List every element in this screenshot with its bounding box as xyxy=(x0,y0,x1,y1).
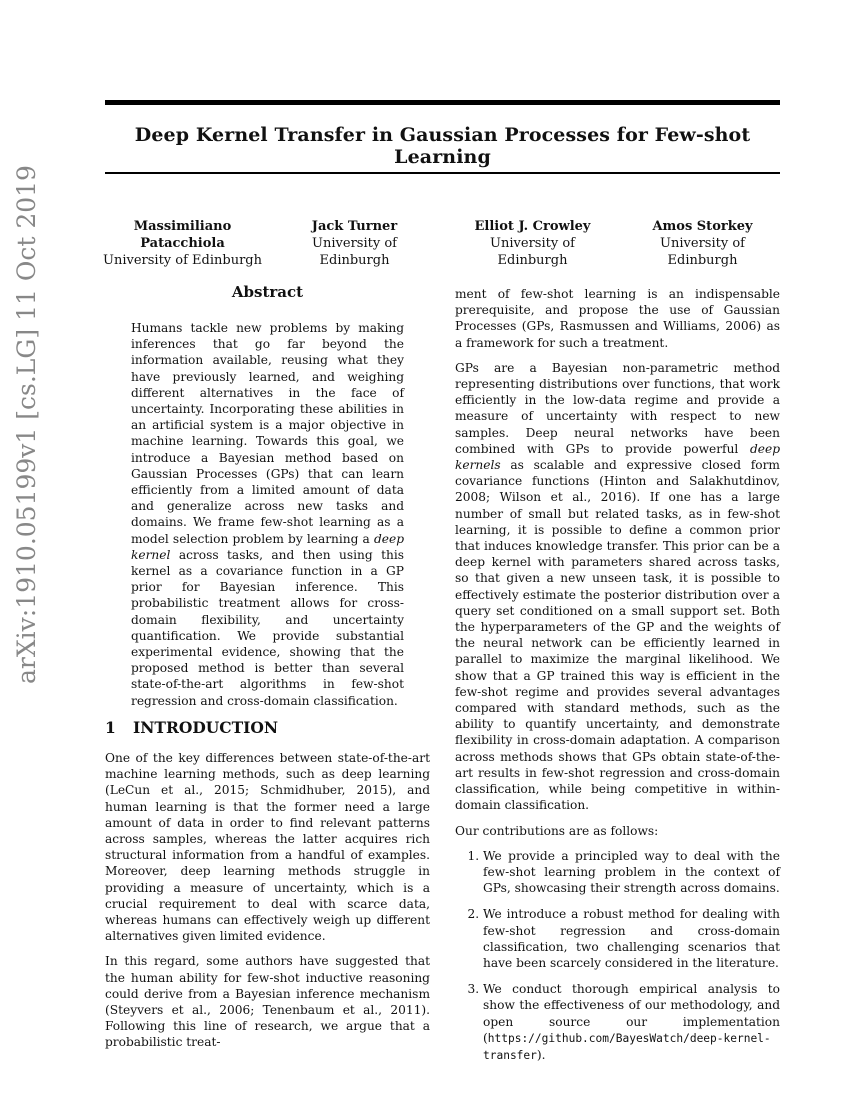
section-title: INTRODUCTION xyxy=(133,718,279,737)
abstract-text: across tasks, and then using this kernel as a covariance function in a GP prior for Bayesian inference. This probabilistic treatment allows for cross-domain flexibility, and uncertainty quantification. We provide substantial experimental evidence, showing that the proposed method is better than several state-of-the-art algorithms in few-shot regression and cross-domain classification. xyxy=(131,547,404,708)
author-affiliation: University of Edinburgh xyxy=(490,236,575,268)
paragraph: One of the key differences between state-of-the-art machine learning methods, such as deep learning (LeCun et al., 2015; Schmidhuber, 2015), and human learning is that the former need a large amount of data in order to find relevant patterns across samples, whereas the latter acquires rich structural information from a handful of examples. Moreover, deep learning methods struggle in providing a measure of uncertainty, which is a crucial requirement to deal with scarce data, whereas humans can effectively weigh up different alternatives given limited evidence. xyxy=(105,751,430,944)
section-number: 1 xyxy=(105,718,116,737)
author-block xyxy=(282,218,427,269)
paragraph: Our contributions are as follows: xyxy=(455,823,659,838)
section-heading-introduction xyxy=(105,718,278,737)
title-top-rule xyxy=(105,100,780,105)
abstract-text: Humans tackle new problems by making inferences that go far beyond the information available, reusing what they have previously learned, and weighing different alternatives in the face of uncertainty. Incorporating these abilities in an artificial system is a major objective in machine learning. Towards this goal, we introduce a Bayesian method based on Gaussian Processes (GPs) that can learn efficiently from a limited amount of data and generalize across new tasks and domains. We frame few-shot learning as a model selection problem by learning a xyxy=(131,321,404,546)
list-item: 2. We introduce a robust method for dealing with few-shot regression and cross-domain classification, two challenging scenarios that have been scarcely considered in the literature. xyxy=(483,906,780,971)
paragraph: ment of few-shot learning is an indispensable prerequisite, and propose the use of Gaussian Processes (GPs, Rasmussen and Williams, 2006) as a framework for such a treatment. xyxy=(455,287,780,350)
author-affiliation: University of Edinburgh xyxy=(103,253,262,268)
paper-title: Deep Kernel Transfer in Gaussian Processes for Few-shot Learning xyxy=(134,124,751,168)
paragraph-text: GPs are a Bayesian non-parametric method representing distributions over functions, that work efficiently in the low-data regime and provide a measure of uncertainty with respect to new samples. Deep neural networks have been combined with GPs to provide powerful xyxy=(455,360,780,456)
author-block xyxy=(460,218,605,269)
author-block xyxy=(90,218,275,269)
right-column-body xyxy=(455,286,780,1074)
paragraph-emphasis: deep kernels xyxy=(455,441,780,473)
github-link[interactable]: https://github.com/BayesWatch/deep-kernel-transfer xyxy=(483,1031,771,1062)
list-item-text: ). xyxy=(536,1047,546,1062)
paragraph-text: as scalable and expressive closed form covariance functions (Hinton and Salakhutdinov, 2008; Wilson et al., 2016). If one has a large number of small but related tasks, as in few-shot learning, it is possible to define a common prior that induces knowledge transfer. This prior can be a deep kernel with parameters shared across tasks, so that given a new unseen task, it is possible to effectively estimate the posterior distribution over a query set conditioned on a small support set. Both the hyperparameters of the GP and the weights of the neural network can be efficiently learned in parallel to maximize the marginal likelihood. We show that a GP trained this way is efficient in the few-shot regime and provides several advantages compared with standard methods, such as the ability to quantify uncertainty, and demonstrate flexibility in cross-domain adaptation. A comparison across methods shows that GPs obtain state-of-the-art results in few-shot regression and cross-domain classification, while being competitive in within-domain classification. xyxy=(455,458,780,813)
abstract-emphasis: deep kernel xyxy=(131,531,404,562)
list-item-text: We conduct thorough empirical analysis to show the effectiveness of our methodology, and open source our implementation ( xyxy=(483,982,780,1045)
abstract-heading: Abstract xyxy=(231,283,304,301)
author-name: Massimiliano Patacchiola xyxy=(133,219,232,251)
list-item xyxy=(483,981,780,1064)
arxiv-stamp xyxy=(8,165,58,684)
abstract-body xyxy=(131,320,404,709)
author-affiliation: University of Edinburgh xyxy=(312,236,397,268)
author-name: Amos Storkey xyxy=(652,219,753,234)
title-bottom-rule xyxy=(105,172,780,174)
left-column-body xyxy=(105,750,430,1060)
paragraph: In this regard, some authors have suggested that the human ability for few-shot inductive reasoning could derive from a Bayesian inference mechanism (Steyvers et al., 2006; Tenenbaum et al., 2011). Following this line of research, we argue that a probabilistic treat- xyxy=(105,954,430,1050)
arxiv-stamp-text: arXiv:1910.05199v1 [cs.LG] 11 Oct 2019 xyxy=(12,165,41,684)
list-item: 1. We provide a principled way to deal with the few-shot learning problem in the context of GPs, showcasing their strength across domains. xyxy=(483,848,780,897)
author-name: Elliot J. Crowley xyxy=(474,219,591,234)
paragraph xyxy=(455,360,780,814)
author-affiliation: University of Edinburgh xyxy=(660,236,745,268)
author-name: Jack Turner xyxy=(311,219,398,234)
contributions-list xyxy=(455,848,780,1064)
author-block xyxy=(630,218,775,269)
